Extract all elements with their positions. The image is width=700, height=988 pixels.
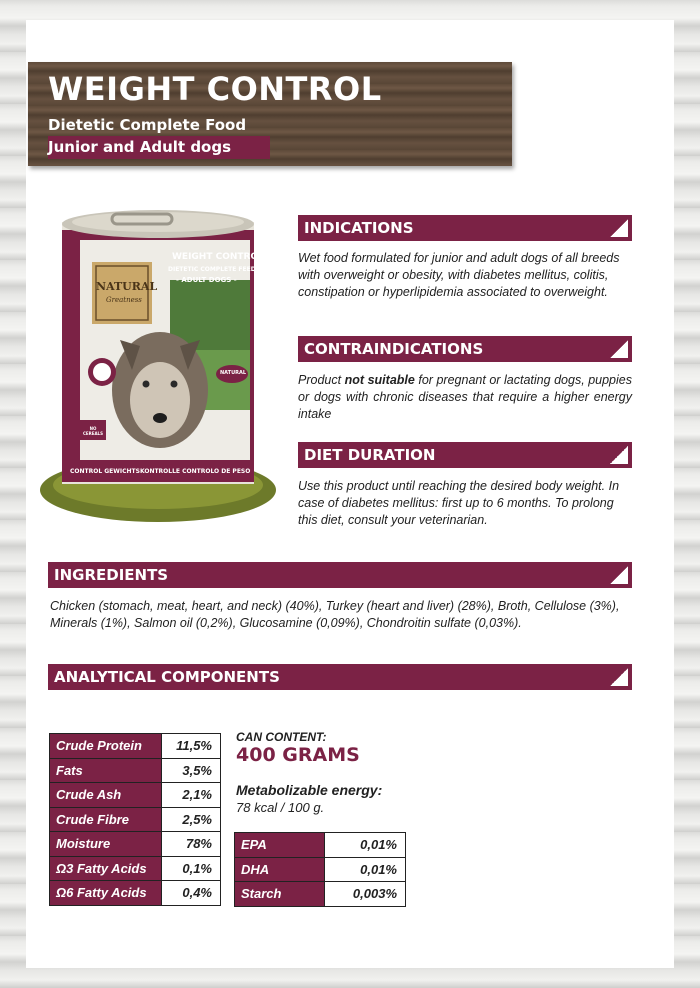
table-row (50, 783, 221, 808)
can-badge: NATURAL (220, 370, 247, 376)
nutrient-value: 3,5% (162, 758, 221, 783)
extra-table (234, 832, 406, 907)
nutrient-value: 2,1% (162, 783, 221, 808)
contraindications-text-after: for pregnant or lactating dogs, puppies or dogs with chronic diseases that require a higher energy intake (298, 373, 632, 421)
contraindications-text-bold: not suitable (344, 373, 415, 387)
ingredients-title: INGREDIENTS (54, 566, 169, 584)
indications-title: INDICATIONS (304, 219, 414, 237)
can-content-label: CAN CONTENT: (236, 730, 327, 744)
can-label-line2: - ADULT DOGS - (176, 276, 237, 284)
nutrient-value: 78% (162, 832, 221, 857)
table-row (235, 833, 406, 858)
table-row (235, 882, 406, 907)
corner-triangle-icon (610, 340, 628, 358)
diet-duration-title: DIET DURATION (304, 446, 436, 464)
table-row (50, 881, 221, 906)
nutrient-value: 2,5% (162, 807, 221, 832)
contraindications-text-before: Product (298, 373, 345, 387)
can-brand: NATURAL (96, 280, 158, 293)
ingredients-header (48, 562, 632, 588)
table-row (50, 758, 221, 783)
nutrient-label: DHA (235, 857, 325, 882)
nutrient-value: 0,4% (162, 881, 221, 906)
nutrient-label: Crude Fibre (50, 807, 162, 832)
ingredients-text: Chicken (stomach, meat, heart, and neck) (40%), Turkey (heart and liver) (28%), Broth, Cellulose (3%), Minerals (1%), Salmon oil (0,2%), Glucosamine (0,09%), Chondroitin sulfate (0,03%). (50, 599, 620, 630)
can-content-value: 400 GRAMS (236, 744, 360, 766)
nutrient-label: Starch (235, 882, 325, 907)
target-audience: Junior and Adult dogs (48, 136, 270, 159)
nutrient-label: Crude Ash (50, 783, 162, 808)
contraindications-text (298, 372, 632, 423)
table-row (50, 832, 221, 857)
nutrient-label: Fats (50, 758, 162, 783)
corner-triangle-icon (610, 668, 628, 686)
contraindications-title: CONTRAINDICATIONS (304, 340, 484, 358)
nutrient-value: 0,01% (325, 833, 406, 858)
nutrient-label: Moisture (50, 832, 162, 857)
indications-header (298, 215, 632, 241)
contraindications-header (298, 336, 632, 362)
corner-triangle-icon (610, 566, 628, 584)
can-brand-sub: Greatness (106, 296, 142, 304)
energy-label: Metabolizable energy: (236, 782, 383, 798)
diet-duration-header (298, 442, 632, 468)
can-label-title: WEIGHT CONTROL (172, 252, 264, 262)
table-row (50, 856, 221, 881)
table-row (50, 734, 221, 759)
nutrient-label: Ω3 Fatty Acids (50, 856, 162, 881)
can-label-line1: DIETETIC COMPLETE FEED (168, 266, 256, 273)
product-can-icon (40, 200, 280, 530)
nutrient-value: 0,003% (325, 882, 406, 907)
analytical-header (48, 664, 632, 690)
can-no-cereals: NO CEREALS (82, 426, 103, 436)
nutrient-value: 0,1% (162, 856, 221, 881)
page-subtitle: Dietetic Complete Food (48, 116, 247, 134)
nutrient-value: 11,5% (162, 734, 221, 759)
header-banner (28, 62, 512, 166)
page-title: WEIGHT CONTROL (48, 70, 382, 108)
analytical-title: ANALYTICAL COMPONENTS (54, 668, 280, 686)
diet-duration-text: Use this product until reaching the desired body weight. In case of diabetes mellitus: first up to 6 months. To prolong this diet, consult your veterinarian. (298, 479, 620, 527)
table-row (235, 857, 406, 882)
table-row (50, 807, 221, 832)
indications-text: Wet food formulated for junior and adult dogs of all breeds with overweight or obesity, with diabetes mellitus, colitis, constipation or hyperlipidemia associated to overweight. (298, 251, 620, 299)
energy-value: 78 kcal / 100 g. (236, 800, 325, 815)
analytical-table (49, 733, 221, 906)
nutrient-value: 0,01% (325, 857, 406, 882)
can-bottom-text: CONTROL GEWICHTSKONTROLLE CONTROLO DE PESO (70, 468, 251, 475)
corner-triangle-icon (610, 446, 628, 464)
product-can-image (40, 200, 280, 530)
nutrient-label: Ω6 Fatty Acids (50, 881, 162, 906)
corner-triangle-icon (610, 219, 628, 237)
nutrient-label: EPA (235, 833, 325, 858)
nutrient-label: Crude Protein (50, 734, 162, 759)
